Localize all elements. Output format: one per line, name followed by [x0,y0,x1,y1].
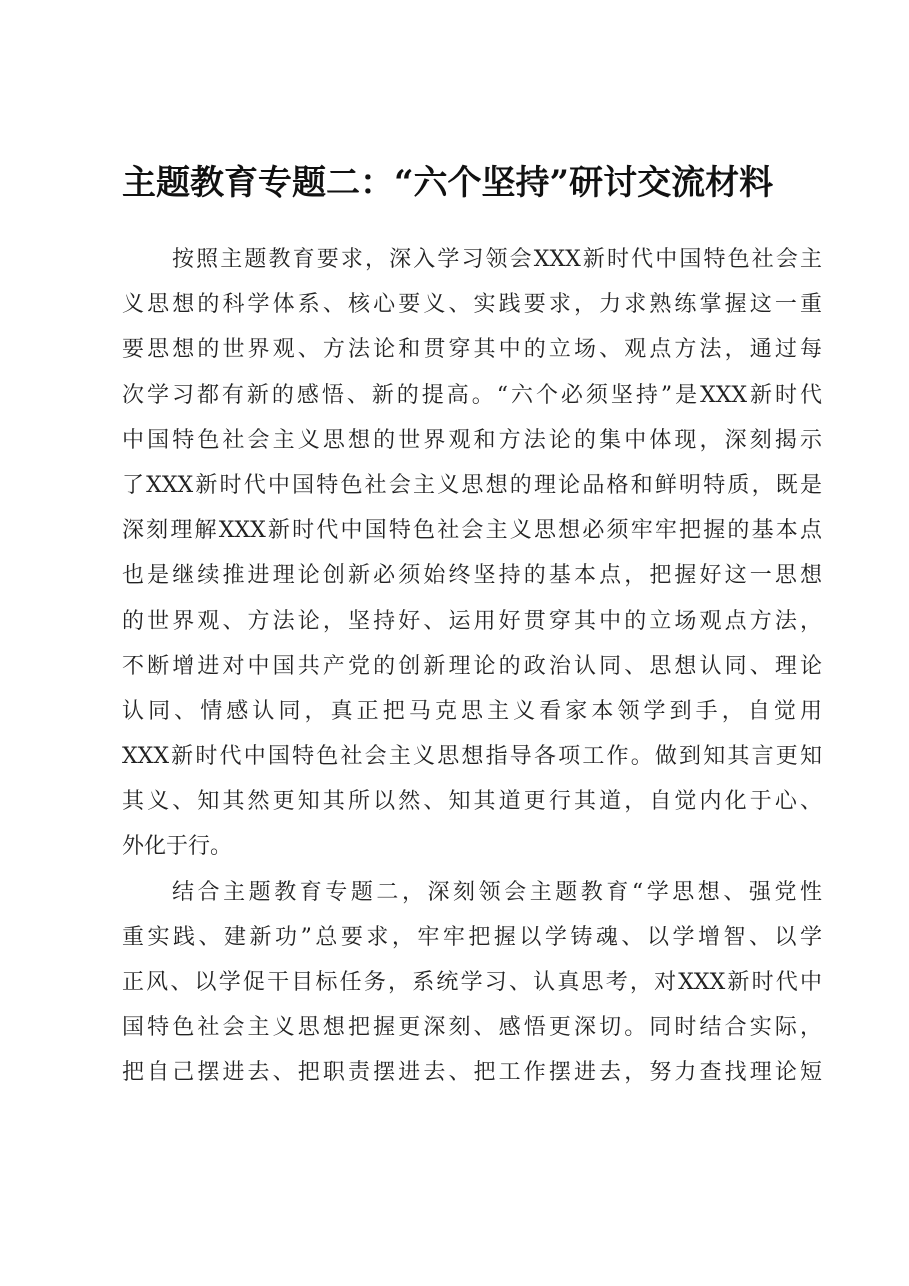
text-line: 其义、知其然更知其所以然、知其道更行其道，自觉内化于心、 [122,789,822,815]
text-line: 外化于行。 [122,834,233,860]
paragraph-1 [122,237,822,870]
text-line: 的世界观、方法论，坚持好、运用好贯穿其中的立场观点方法， [122,608,822,634]
text-line: XXX新时代中国特色社会主义思想指导各项工作。做到知其言更知 [122,744,822,770]
text-line: 次学习都有新的感悟、新的提高。“六个必须坚持”是XXX新时代 [122,382,822,408]
text-line: 中国特色社会主义思想的世界观和方法论的集中体现，深刻揭示 [122,427,822,453]
text-line: 正风、以学促干目标任务，系统学习、认真思考，对XXX新时代中 [122,970,822,995]
text-line: 不断增进对中国共产党的创新理论的政治认同、思想认同、理论 [122,653,822,679]
text-line: 要思想的世界观、方法论和贯穿其中的立场、观点方法，通过每 [122,337,822,363]
text-line: 重实践、建新功”总要求，牢牢把握以学铸魂、以学增智、以学 [122,924,822,950]
document-title: 主题教育专题二：“六个坚持”研讨交流材料 [122,163,774,203]
text-line: 深刻理解XXX新时代中国特色社会主义思想必须牢牢把握的基本点 [122,518,822,544]
text-line: 义思想的科学体系、核心要义、实践要求，力求熟练掌握这一重 [122,292,822,318]
document-body [122,237,822,1096]
paragraph-2 [122,870,822,1096]
text-line: 认同、情感认同，真正把马克思主义看家本领学到手，自觉用 [122,698,822,724]
text-line: 也是继续推进理论创新必须始终坚持的基本点，把握好这一思想 [122,563,822,589]
text-line: 按照主题教育要求，深入学习领会XXX新时代中国特色社会主 [172,247,822,272]
text-line: 国特色社会主义思想把握更深刻、感悟更深切。同时结合实际， [122,1015,822,1041]
text-line: 了XXX新时代中国特色社会主义思想的理论品格和鲜明特质，既是 [122,472,822,498]
text-line: 结合主题教育专题二，深刻领会主题教育“学思想、强党性 [172,879,822,905]
text-line: 把自己摆进去、把职责摆进去、把工作摆进去，努力查找理论短 [122,1060,822,1086]
